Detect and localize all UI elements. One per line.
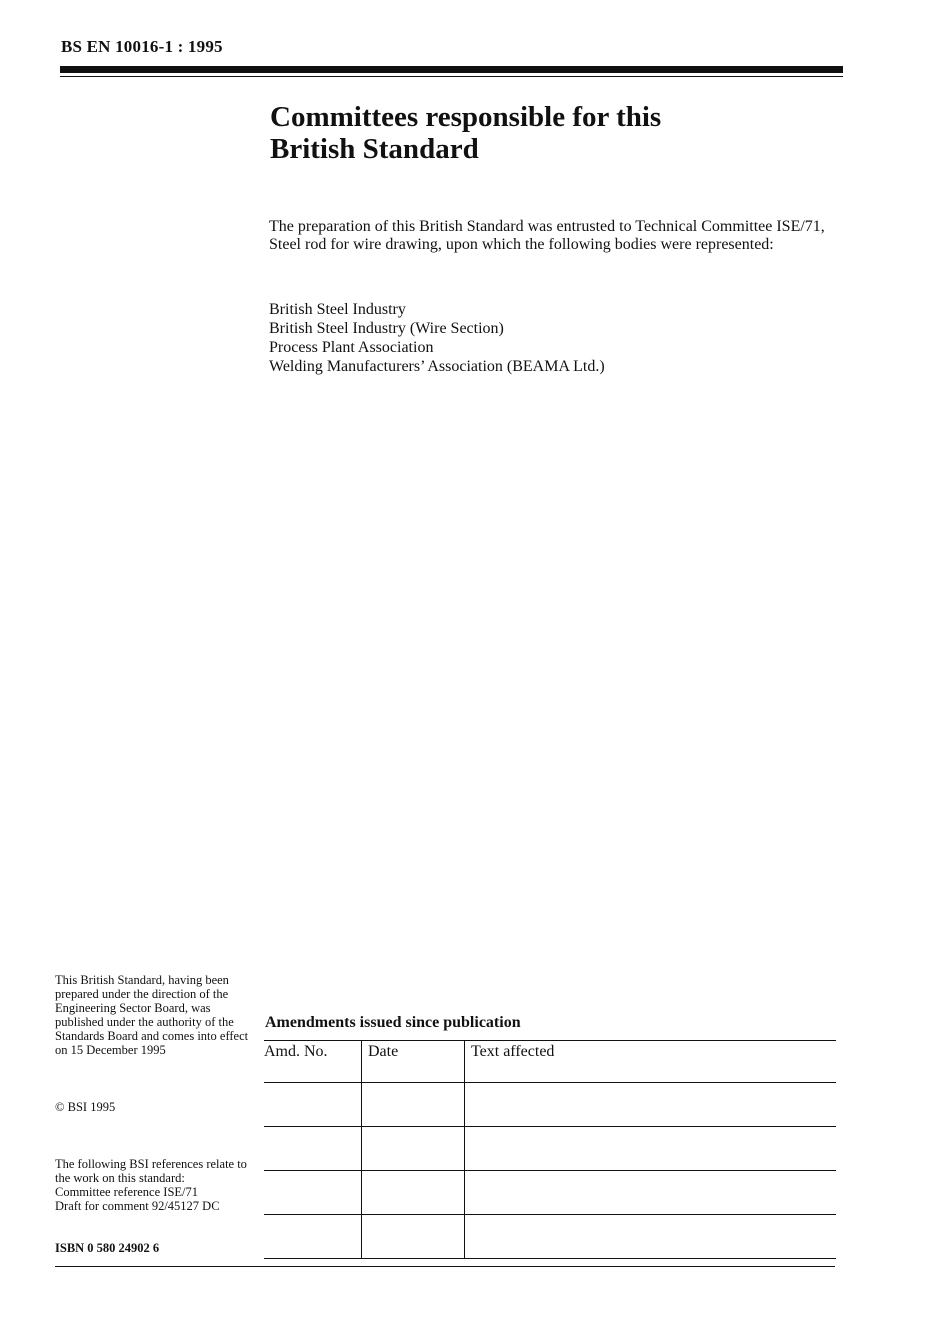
amendments-heading: Amendments issued since publication — [265, 1014, 521, 1031]
committee-reference: Committee reference ISE/71 — [55, 1185, 198, 1199]
table-cell — [264, 1083, 362, 1127]
table-cell — [362, 1171, 465, 1215]
document-reference: BS EN 10016-1 : 1995 — [61, 37, 223, 56]
bsi-references — [55, 1157, 255, 1213]
intro-paragraph: The preparation of this British Standard was entrusted to Technical Committee ISE/71, Steel rod for wire drawing, upon which the following bodies were represented: — [269, 218, 825, 253]
header-rule-thin — [60, 76, 843, 77]
table-row — [264, 1215, 836, 1259]
table-cell — [264, 1171, 362, 1215]
copyright-notice: © BSI 1995 — [55, 1100, 116, 1114]
table-cell — [465, 1171, 837, 1215]
footer-rule — [55, 1266, 835, 1267]
column-header-date: Date — [362, 1041, 465, 1083]
column-header-amd-no: Amd. No. — [264, 1041, 362, 1083]
list-item: Welding Manufacturers’ Association (BEAMA Ltd.) — [269, 358, 605, 375]
header-rule-thick — [60, 66, 843, 73]
table-row — [264, 1083, 836, 1127]
references-note: The following BSI references relate to the work on this standard: — [55, 1157, 247, 1185]
list-item: Process Plant Association — [269, 339, 434, 356]
table-cell — [264, 1215, 362, 1259]
list-item: British Steel Industry — [269, 301, 406, 318]
draft-reference: Draft for comment 92/45127 DC — [55, 1199, 220, 1213]
represented-bodies-list — [269, 300, 605, 376]
publication-note: This British Standard, having been prepared under the direction of the Engineering Sector Board, was published under the authority of the Standards Board and comes into effect on 15 December 1995 — [55, 973, 249, 1057]
column-header-text-affected: Text affected — [465, 1041, 837, 1083]
table-cell — [465, 1127, 837, 1171]
table-cell — [465, 1215, 837, 1259]
table-cell — [264, 1127, 362, 1171]
table-header-row — [264, 1041, 836, 1083]
table-cell — [362, 1127, 465, 1171]
table-row — [264, 1171, 836, 1215]
isbn: ISBN 0 580 24902 6 — [55, 1241, 160, 1255]
page-title-line-1: Committees responsible for this — [270, 101, 662, 133]
table-row — [264, 1127, 836, 1171]
page-title-line-2: British Standard — [270, 133, 479, 165]
page-title — [270, 101, 661, 165]
amendments-table — [264, 1040, 836, 1259]
table-cell — [362, 1215, 465, 1259]
list-item: British Steel Industry (Wire Section) — [269, 320, 504, 337]
table-cell — [362, 1083, 465, 1127]
table-cell — [465, 1083, 837, 1127]
